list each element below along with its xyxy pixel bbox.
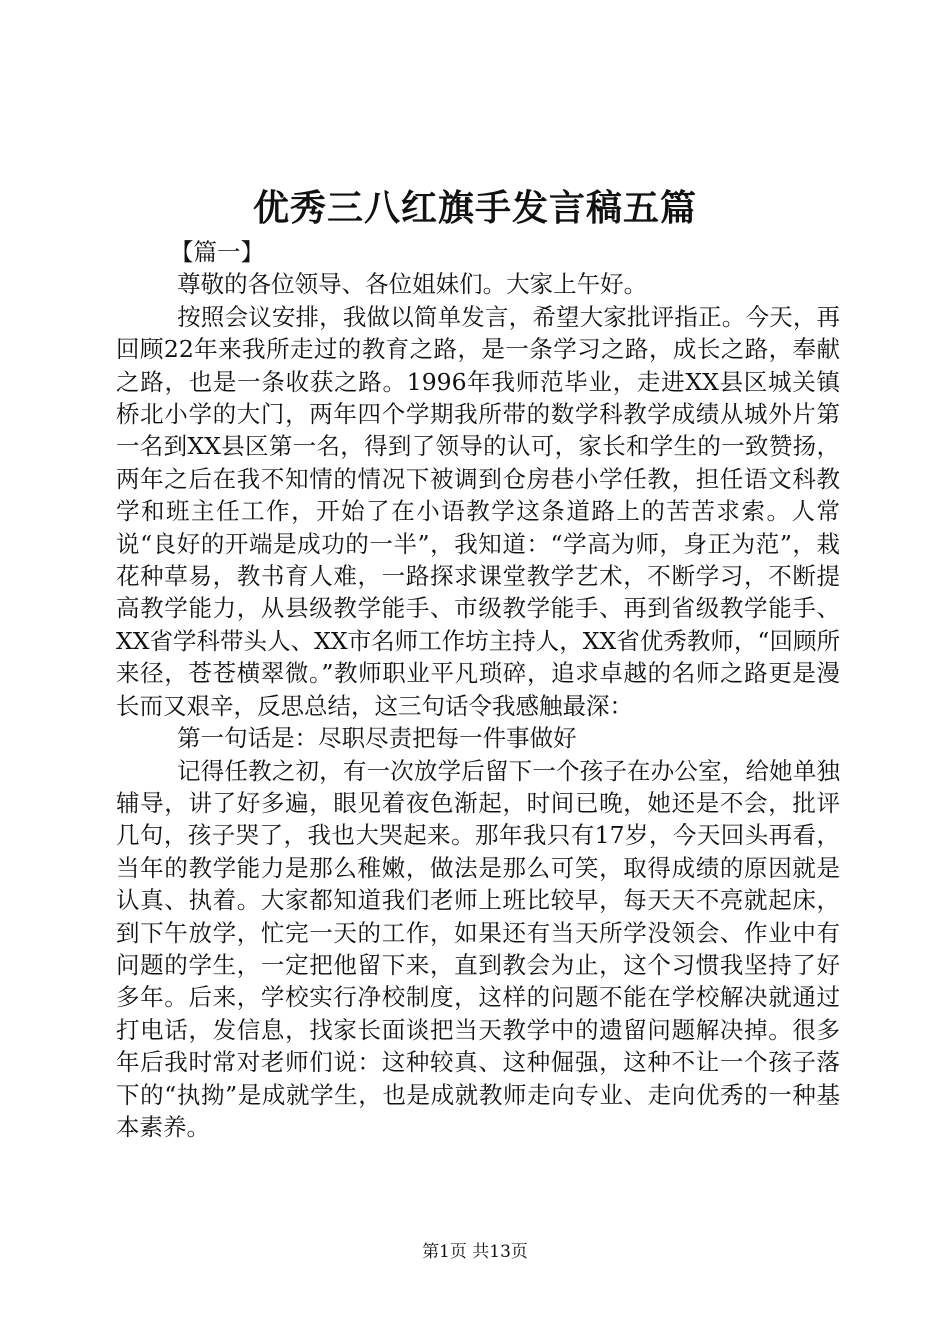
paragraph-introduction: 按照会议安排，我做以简单发言，希望大家批评指正。今天，再回顾22年来我所走过的教育之路，是一条学习之路，成长之路，奉献之路，也是一条收获之路。1996年我师范毕业，走进XX县区城关镇桥北小学的大门，两年四个学期我所带的数学科教学成绩从城外片第一名到XX县区第一名，得到了领导的认可，家长和学生的一致赞扬，两年之后在我不知情的情况下被调到仓房巷小学任教，担任语文科教学和班主任工作，开始了在小语教学这条道路上的苦苦求索。人常说“良好的开端是成功的一半”，我知道：“学高为师，身正为范”，栽花种草易，教书育人难，一路探求课堂教学艺术，不断学习，不断提高教学能力，从县级教学能手、市级教学能手、再到省级教学能手、XX省学科带头人、XX市名师工作坊主持人，XX省优秀教师，“回顾所来径，苍苍横翠微。”教师职业平凡琐碎，追求卓越的名师之路更是漫长而又艰辛，反思总结，这三句话令我感触最深： (116, 302, 840, 720)
paragraph-greeting: 尊敬的各位领导、各位姐妹们。大家上午好。 (177, 270, 648, 299)
document-title: 优秀三八红旗手发言稿五篇 (252, 187, 697, 229)
page-number-footer: 第1页 共13页 (422, 1242, 528, 1262)
paragraph-first-point-heading: 第一句话是：尽职尽责把每一件事做好 (177, 724, 577, 753)
document-body (116, 236, 840, 1143)
paragraph-first-point-body: 记得任教之初，有一次放学后留下一个孩子在办公室，给她单独辅导，讲了好多遍，眼见着夜色渐起，时间已晚，她还是不会，批评几句，孩子哭了，我也大哭起来。那年我只有17岁，今天回头再看，当年的教学能力是那么稚嫩，做法是那么可笑，取得成绩的原因就是认真、执着。大家都知道我们老师上班比较早，每天天不亮就起床，到下午放学，忙完一天的工作，如果还有当天所学没领会、作业中有问题的学生，一定把他留下来，直到教会为止，这个习惯我坚持了好多年。后来，学校实行净校制度，这样的问题不能在学校解决就通过打电话，发信息，找家长面谈把当天教学中的遗留问题解决掉。很多年后我时常对老师们说：这种较真、这种倔强，这种不让一个孩子落下的“执拗”是成就学生，也是成就教师走向专业、走向优秀的一种基本素养。 (116, 756, 840, 1141)
section-heading: 【篇一】 (170, 238, 265, 266)
